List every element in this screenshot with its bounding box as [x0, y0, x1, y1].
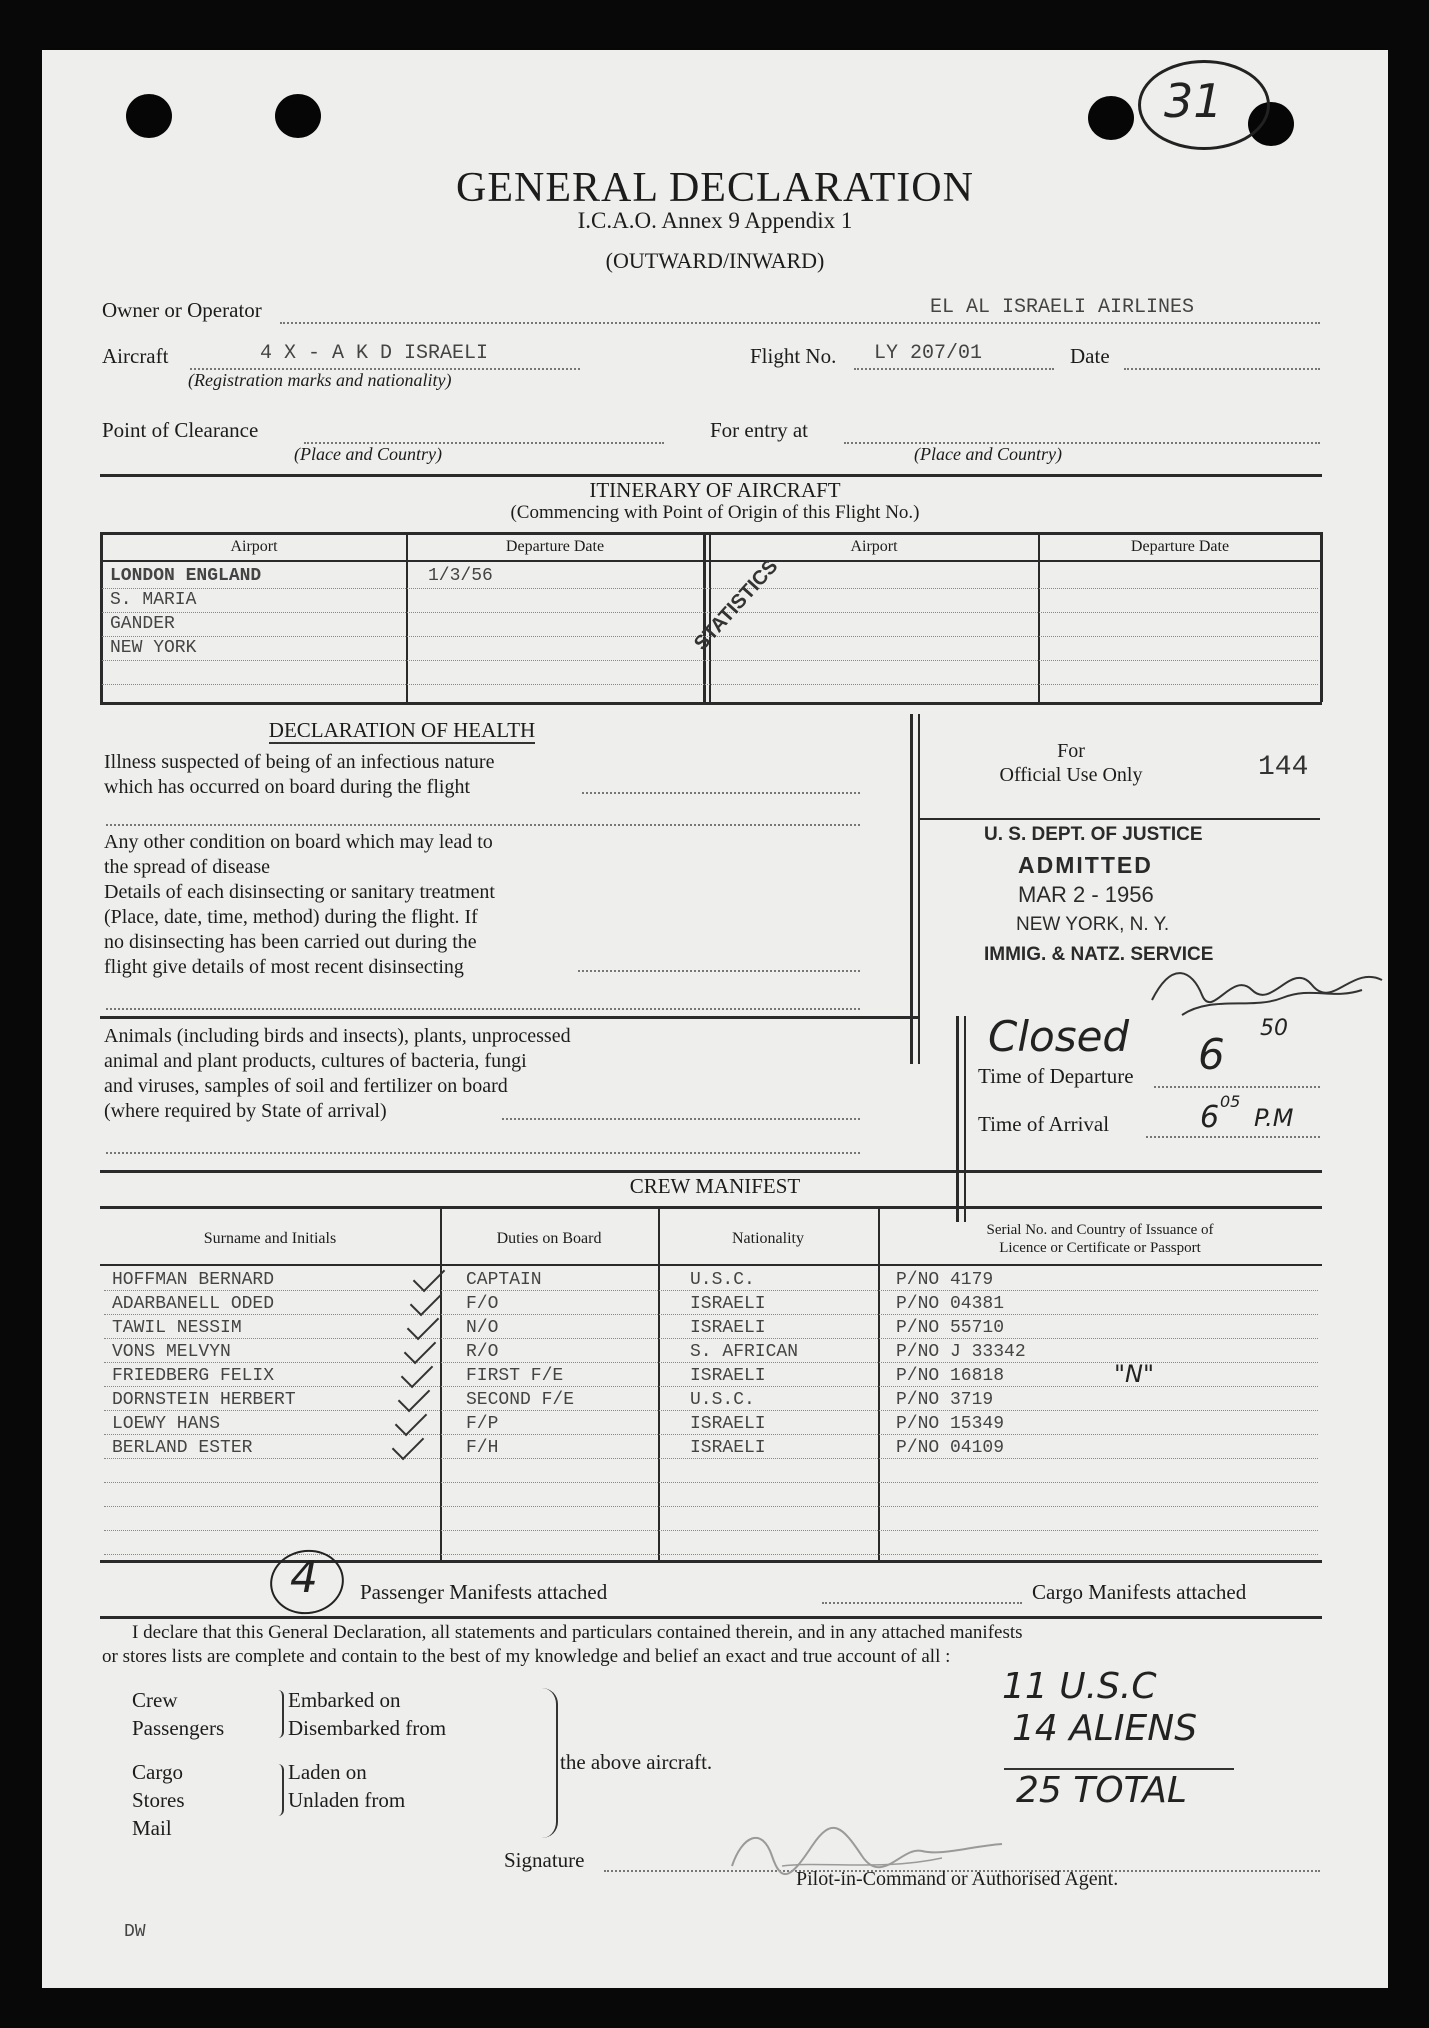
crew-name: DORNSTEIN HERBERT	[112, 1390, 296, 1410]
arrival-ampm: P.M	[1254, 1104, 1294, 1132]
statistics-stamp: STATISTICS	[690, 555, 783, 655]
page-number: 31	[1164, 74, 1223, 128]
crew-nationality: ISRAELI	[690, 1318, 766, 1338]
crew-nationality: U.S.C.	[690, 1390, 755, 1410]
entry-label: For entry at	[710, 418, 808, 442]
crew-name: VONS MELVYN	[112, 1342, 231, 1362]
crew-serial: P/NO 55710	[896, 1318, 1005, 1338]
above-aircraft-label: the above aircraft.	[560, 1750, 713, 1774]
admitted-stamp: U. S. DEPT. OF JUSTICE ADMITTED MAR 2 - 1956 NEW YORK, N. Y. IMMIG. & NATZ. SERVICE	[984, 824, 1214, 965]
flight-value: LY 207/01	[874, 342, 983, 365]
crew-nationality: S. AFRICAN	[690, 1342, 799, 1362]
crew-name: LOEWY HANS	[112, 1414, 221, 1434]
passenger-totals: 11 U.S.C 14 ALIENS	[1002, 1666, 1198, 1749]
column-header: Duties on Board	[496, 1230, 602, 1247]
declaration-text: or stores lists are complete and contain to the best of my knowledge and belief an exact and true account of all :	[102, 1646, 951, 1667]
column-header: Nationality	[732, 1230, 804, 1247]
passenger-manifest-count: 4	[290, 1552, 318, 1603]
crew-nationality: ISRAELI	[690, 1414, 766, 1434]
footer-initials: DW	[124, 1922, 146, 1942]
direction-label: (OUTWARD/INWARD)	[605, 248, 825, 273]
itinerary-subtitle: (Commencing with Point of Origin of this Flight No.)	[510, 502, 920, 523]
departure-minutes: 50	[1260, 1016, 1288, 1041]
itinerary-airport: NEW YORK	[110, 638, 197, 658]
aircraft-label: Aircraft	[102, 344, 169, 368]
aircraft-value: 4 X - A K D ISRAELI	[260, 342, 489, 365]
declaration-actions: Embarked on Disembarked from Laden on Unladen from	[288, 1688, 447, 1812]
crew-duty: F/O	[466, 1294, 499, 1314]
arrival-minutes: 05	[1220, 1092, 1241, 1111]
crew-serial: P/NO 4179	[896, 1270, 994, 1290]
departure-label: Time of Departure	[978, 1064, 1134, 1088]
official-number: 144	[1258, 752, 1309, 783]
official-for: For	[1057, 740, 1085, 762]
cargo-manifest-label: Cargo Manifests attached	[1032, 1580, 1247, 1604]
illness-question: Illness suspected of being of an infectious nature which has occurred on board during the flight	[104, 751, 495, 798]
signer-title: Pilot-in-Command or Authorised Agent.	[796, 1868, 1119, 1890]
crew-duty: SECOND F/E	[466, 1390, 575, 1410]
total-count: 25 TOTAL	[1016, 1770, 1187, 1811]
punch-hole	[126, 94, 172, 138]
official-use-label: Official Use Only	[999, 764, 1143, 786]
arrival-hour: 6	[1200, 1100, 1220, 1135]
crew-serial: P/NO J 33342	[896, 1342, 1026, 1362]
place-country-label: (Place and Country)	[914, 444, 1062, 464]
crew-name: HOFFMAN BERNARD	[112, 1270, 275, 1290]
crew-nationality: ISRAELI	[690, 1366, 766, 1386]
document-title: GENERAL DECLARATION	[456, 165, 974, 211]
crew-serial: P/NO 04109	[896, 1438, 1005, 1458]
crew-serial: P/NO 04381	[896, 1294, 1005, 1314]
column-header: Surname and Initials	[203, 1230, 337, 1247]
column-header: Airport	[230, 538, 278, 555]
owner-value: EL AL ISRAELI AIRLINES	[930, 296, 1195, 319]
crew-name: ADARBANELL ODED	[112, 1294, 275, 1314]
crew-name: TAWIL NESSIM	[112, 1318, 242, 1338]
clearance-label: Point of Clearance	[102, 418, 259, 442]
closed-stamp: Closed	[988, 1012, 1130, 1061]
aircraft-note: (Registration marks and nationality)	[188, 370, 452, 390]
signature-label: Signature	[504, 1848, 585, 1872]
itinerary-departure-date: 1/3/56	[428, 566, 493, 586]
crew-title: CREW MANIFEST	[629, 1174, 801, 1198]
date-label: Date	[1070, 344, 1110, 368]
arrival-label: Time of Arrival	[978, 1112, 1110, 1136]
column-header: Serial No. and Country of Issuance of	[986, 1222, 1214, 1238]
crew-note: "N"	[1114, 1360, 1155, 1388]
itinerary-airport: GANDER	[110, 614, 175, 634]
crew-nationality: ISRAELI	[690, 1294, 766, 1314]
crew-serial: P/NO 16818	[896, 1366, 1005, 1386]
animals-question: Animals (including birds and insects), plants, unprocessed animal and plant products, cultures of bacteria, fungi and viruses, samples of soil and fertilizer on board (where required by State of arrival)	[104, 1025, 571, 1122]
owner-label: Owner or Operator	[102, 298, 262, 322]
flight-label: Flight No.	[750, 344, 837, 368]
crew-duty: F/P	[466, 1414, 499, 1434]
crew-duty: FIRST F/E	[466, 1366, 564, 1386]
crew-serial: P/NO 15349	[896, 1414, 1005, 1434]
itinerary-airport: LONDON ENGLAND	[110, 566, 262, 586]
passenger-manifest-label: Passenger Manifests attached	[360, 1580, 608, 1604]
declaration-categories: Crew Passengers Cargo Stores Mail	[132, 1688, 225, 1840]
crew-duty: CAPTAIN	[466, 1270, 542, 1290]
crew-nationality: ISRAELI	[690, 1438, 766, 1458]
departure-hour: 6	[1198, 1030, 1225, 1079]
column-header: Licence or Certificate or Passport	[999, 1240, 1201, 1256]
annex-subtitle: I.C.A.O. Annex 9 Appendix 1	[577, 208, 853, 233]
crew-duty: R/O	[466, 1342, 499, 1362]
column-header: Departure Date	[1130, 538, 1230, 555]
document-page	[42, 50, 1388, 1988]
crew-serial: P/NO 3719	[896, 1390, 994, 1410]
check-mark-icon	[392, 1428, 425, 1461]
column-header: Airport	[850, 538, 898, 555]
condition-question: Any other condition on board which may lead to the spread of disease	[104, 831, 493, 878]
crew-duty: F/H	[466, 1438, 499, 1458]
column-header: Departure Date	[505, 538, 605, 555]
crew-name: FRIEDBERG FELIX	[112, 1366, 275, 1386]
punch-hole	[1088, 96, 1134, 140]
declaration-text: I declare that this General Declaration, all statements and particulars contained therein, and in any attached manifests	[132, 1622, 1023, 1643]
itinerary-title: ITINERARY OF AIRCRAFT	[589, 478, 841, 502]
itinerary-airport: S. MARIA	[110, 590, 197, 610]
crew-duty: N/O	[466, 1318, 499, 1338]
officer-signature	[1142, 940, 1422, 1020]
crew-nationality: U.S.C.	[690, 1270, 755, 1290]
disinsecting-question: Details of each disinsecting or sanitary treatment (Place, date, time, method) during the flight. If no disinsecting has been carried out during the flight give details of most recent disinsecting	[104, 881, 495, 978]
health-title: DECLARATION OF HEALTH	[268, 718, 536, 742]
punch-hole	[275, 94, 321, 138]
crew-name: BERLAND ESTER	[112, 1438, 253, 1458]
place-country-label: (Place and Country)	[294, 444, 442, 464]
